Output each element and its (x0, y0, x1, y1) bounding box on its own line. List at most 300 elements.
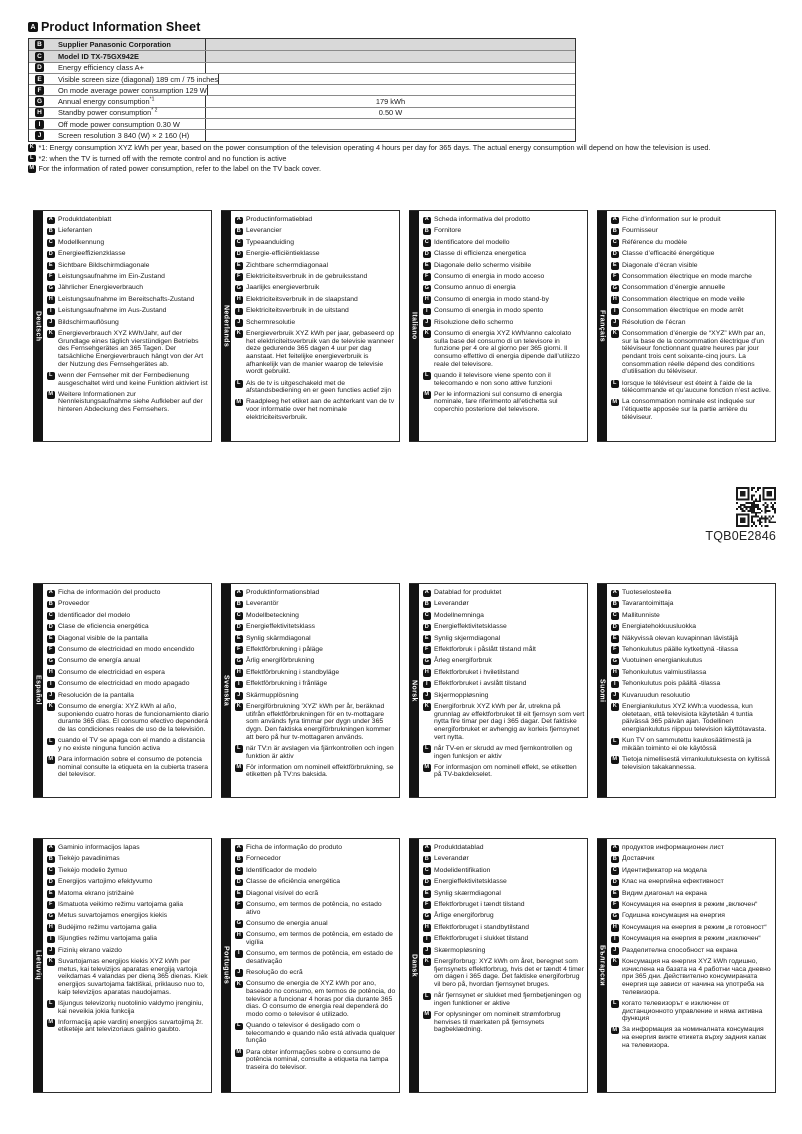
footnote-marker: *1 (149, 96, 155, 103)
lang-item (611, 296, 773, 304)
item-text: Elektriciteitsverbruik in de gebruiksstand (246, 272, 368, 280)
item-text: Consumo de energía anual (58, 657, 140, 665)
lang-sidebar (221, 839, 231, 1092)
item-letter-badge: C (424, 867, 429, 874)
table-row (29, 95, 575, 106)
item-letter-badge: D (236, 623, 241, 630)
item-text: Elektriciteitsverbruik in de slaapstand (246, 295, 358, 303)
item-letter-badge: H (236, 931, 241, 938)
item-text: Identificador del modelo (58, 611, 131, 619)
item-letter-badge: G (612, 657, 617, 664)
row-letter-badge: H (35, 108, 44, 117)
lang-item (47, 901, 209, 909)
item-letter-badge: M (48, 756, 54, 763)
item-letter-badge: F (611, 901, 619, 909)
table-label-cell (29, 130, 206, 140)
item-letter-badge: H (612, 296, 617, 303)
item-letter-badge: B (236, 855, 241, 862)
lang-name: Italiano (410, 312, 418, 340)
item-letter-badge: M (48, 1019, 54, 1026)
item-text: Produktdatenblatt (58, 216, 112, 223)
lang-sidebar (409, 839, 419, 1092)
item-letter-badge: G (424, 284, 429, 291)
item-letter-badge: M (424, 1011, 430, 1018)
item-text: Effektforbruket i avslått tilstand (434, 680, 527, 688)
lang-item (47, 612, 209, 620)
lang-item (235, 262, 397, 270)
item-text: Clase de eficiencia energética (58, 623, 149, 631)
item-text: Raadpleeg het etiket aan de achterkant van de tv voor informatie over het nominale elektriciteitsverbruik. (246, 398, 395, 421)
item-letter-badge: B (424, 600, 429, 607)
item-letter-badge: K (424, 703, 429, 710)
item-text: Консумация на енергия в режим „в готовност“ (622, 923, 767, 931)
lang-item (423, 262, 585, 270)
item-text: Resolução do ecrã (246, 968, 303, 976)
lang-item (423, 646, 585, 654)
lang-block-11 (409, 838, 588, 1093)
item-letter-badge: J (423, 947, 431, 955)
lang-block-10 (221, 838, 400, 1093)
lang-content (419, 211, 587, 441)
item-text: når fjernsynet er slukket med fjernbetjeningen og ingen funktioner er aktive (434, 992, 581, 1007)
lang-content (607, 839, 775, 1092)
item-letter-badge: M (612, 1026, 618, 1033)
item-text: Effektförbrukning i standbyläge (246, 668, 340, 676)
lang-item (235, 692, 397, 700)
item-letter-badge: L (423, 993, 431, 1001)
item-letter-badge: J (423, 319, 431, 327)
lang-content (231, 584, 399, 797)
lang-item (47, 600, 209, 608)
item-text: Consumo di energia in modo spento (434, 307, 544, 315)
lang-item (235, 657, 397, 665)
lang-item (47, 391, 209, 414)
item-letter-badge: J (423, 692, 431, 700)
lang-item (47, 273, 209, 281)
item-letter-badge: I (423, 681, 431, 689)
item-letter-badge: K (236, 980, 241, 987)
lang-item (611, 756, 773, 771)
item-letter-badge: D (424, 878, 429, 885)
item-letter-badge: D (424, 623, 429, 630)
item-text: Schermresolutie (246, 318, 296, 326)
lang-item (47, 1000, 209, 1015)
lang-name: Português (222, 946, 230, 985)
item-letter-badge: I (47, 308, 55, 316)
lang-item (235, 745, 397, 760)
lang-item (235, 1049, 397, 1072)
lang-item (47, 680, 209, 688)
item-letter-badge: L (235, 745, 243, 753)
lang-block-1 (33, 210, 212, 442)
lang-item (423, 844, 585, 852)
item-letter-badge: A (236, 844, 241, 851)
item-text: Datablad for produktet (434, 589, 502, 596)
item-text: Synlig skærmdiagonal (434, 889, 501, 897)
lang-content (419, 839, 587, 1092)
lang-item (423, 391, 585, 414)
item-letter-badge: L (611, 380, 619, 388)
lang-item (423, 216, 585, 224)
item-text: Leverandør (434, 855, 469, 863)
lang-item (423, 635, 585, 643)
lang-item (611, 924, 773, 932)
item-text: Leistungsaufnahme im Bereitschafts-Zustand (58, 295, 195, 303)
item-letter-badge: A (48, 589, 53, 596)
row-letter-badge: E (35, 75, 44, 84)
table-label-cell (29, 51, 206, 61)
lang-content (43, 584, 211, 797)
lang-item (423, 227, 585, 235)
table-label-cell (29, 63, 206, 73)
item-text: För information om nominell effektförbrukning, se etiketten på TV:ns baksida. (246, 763, 394, 779)
lang-item (611, 319, 773, 327)
item-text: Modellbeteckning (246, 611, 299, 619)
item-letter-badge: B (236, 227, 241, 234)
page-title: Product Information Sheet (41, 20, 201, 34)
item-letter-badge: E (48, 889, 53, 896)
item-letter-badge: F (611, 646, 619, 654)
item-letter-badge: H (48, 924, 53, 931)
lang-block-5 (33, 583, 212, 798)
item-text: Para obter informações sobre o consumo de potência nominal, consulte a etiqueta na tampa traseira do televisor. (246, 1048, 389, 1071)
lang-block-8 (597, 583, 776, 798)
item-text: Consumo di energia in modo acceso (434, 272, 545, 280)
item-letter-badge: C (236, 239, 241, 246)
item-letter-badge: I (611, 936, 619, 944)
item-text: Per le informazioni sul consumo di energia nominale, fare riferimento all’etichetta sul coperchio posteriore del televisore. (434, 390, 563, 414)
row-letter-badge: J (35, 131, 44, 140)
lang-sidebar (597, 839, 607, 1092)
item-letter-badge: C (612, 239, 617, 246)
lang-name: Español (34, 675, 42, 706)
item-letter-badge: E (424, 634, 429, 641)
item-text: Classe di efficienza energetica (434, 250, 527, 258)
lang-item (235, 398, 397, 421)
item-text: For informasjon om nominell effekt, se etiketten på TV-bakdekselet. (434, 763, 577, 779)
item-letter-badge: A (612, 589, 617, 596)
item-text: Разделителна способност на екрана (622, 946, 738, 954)
item-letter-badge: K (612, 958, 617, 965)
item-letter-badge: I (235, 308, 243, 316)
item-letter-badge: B (612, 855, 617, 862)
item-letter-badge: E (236, 634, 241, 641)
item-text: Modellkennung (58, 238, 105, 246)
item-text: Energieffektivitetsklass (246, 623, 316, 631)
lang-item (235, 330, 397, 376)
row-value: 0.50 W (378, 108, 403, 118)
item-text: Consumo de energia anual (246, 919, 328, 927)
item-text: Consommation électrique en mode arrêt (622, 307, 744, 315)
item-text: cuando el TV se apaga con el mando a distancia y no existe ninguna función activa (58, 737, 205, 752)
row-letter-badge: B (35, 40, 44, 49)
lang-item (235, 296, 397, 304)
lang-item (47, 844, 209, 852)
lang-item (611, 635, 773, 643)
item-letter-badge: D (236, 250, 241, 257)
item-letter-badge: E (612, 634, 617, 641)
lang-item (235, 307, 397, 315)
table-label-cell (29, 119, 206, 129)
lang-item (47, 1019, 209, 1034)
lang-item (611, 239, 773, 247)
row-letter-badge: G (36, 98, 43, 106)
item-text: Produktinformationsblad (246, 589, 320, 596)
lang-block-12 (597, 838, 776, 1093)
item-letter-badge: I (423, 936, 431, 944)
lang-item (235, 646, 397, 654)
item-letter-badge: E (612, 261, 617, 268)
item-text: Ficha de informação do produto (246, 844, 342, 851)
item-letter-badge: J (611, 947, 619, 955)
item-text: Effektforbruk i påslått tilstand målt (434, 645, 536, 653)
item-letter-badge: E (48, 634, 53, 641)
item-letter-badge: A (424, 589, 429, 596)
lang-item (423, 239, 585, 247)
item-text: när TV:n är avslagen via fjärrkontrollen och ingen funktion är aktiv (246, 744, 394, 760)
item-text: Consommation d’énergie de “XYZ” kWh par an, sur la base de la consommation électrique d’un téléviseur fonctionnant quatre heures par jour pendant trois cent soixante-cinq jours. La consommation réelle dépend des conditions d’utilisation du téléviseur. (622, 329, 766, 376)
lang-item (611, 1026, 773, 1049)
item-letter-badge: F (423, 901, 431, 909)
table-label-cell (29, 96, 206, 106)
item-text: Metus suvartojamos energijos kiekis (58, 912, 168, 920)
item-letter-badge: I (423, 308, 431, 316)
item-text: Diagonal visible de la pantalla (58, 634, 148, 642)
item-text: Årlige energiforbrug (434, 912, 494, 920)
item-text: Sichtbare Bildschirmdiagonale (58, 261, 150, 269)
item-text: Proveedor (58, 600, 90, 608)
lang-item (423, 901, 585, 909)
item-text: Mallitunniste (622, 611, 660, 619)
item-text: Консумация на енергия XYZ kWh годишно, изчислена на базата на 4 работни часа дневно при 365 дни. Действително консумираната енергия ще зависи от начина на употреба на телевизора. (622, 957, 771, 996)
row-letter-badge: D (35, 63, 44, 72)
lang-item (235, 319, 397, 327)
item-letter-badge: C (612, 867, 617, 874)
lang-item (423, 623, 585, 631)
item-letter-badge: C (424, 612, 429, 619)
lang-item (47, 703, 209, 734)
item-letter-badge: D (612, 878, 617, 885)
item-text: Consumo de electricidad en modo apagado (58, 680, 190, 688)
lang-item (235, 612, 397, 620)
lang-item (235, 623, 397, 631)
lang-sidebar (33, 211, 43, 441)
lang-item (611, 680, 773, 688)
footnote-letter-badge: K (29, 144, 34, 151)
item-text: Produktdatablad (434, 844, 484, 851)
lang-item (611, 216, 773, 224)
item-letter-badge: D (48, 250, 53, 257)
item-letter-badge: E (236, 889, 241, 896)
lang-item (235, 969, 397, 977)
lang-item (235, 867, 397, 875)
item-text: Tehonkulutus päälle kytkettynä -tilassa (622, 645, 738, 653)
item-text: Consommation électrique en mode veille (622, 295, 745, 303)
item-letter-badge: M (424, 391, 430, 398)
lang-item (235, 216, 397, 224)
lang-item (611, 589, 773, 597)
item-text: Näkyvissä olevan kuvapinnan lävistäjä (622, 634, 738, 642)
item-letter-badge: F (235, 901, 243, 909)
lang-name: Suomi (598, 678, 606, 703)
lang-item (47, 958, 209, 997)
item-text: Skjermoppløsning (434, 691, 489, 699)
lang-item (611, 890, 773, 898)
lang-item (47, 239, 209, 247)
lang-item (423, 330, 585, 369)
item-letter-badge: K (48, 958, 53, 965)
lang-sidebar (597, 584, 607, 797)
item-text: Consumo, em termos de potência, em estado de desativação (246, 949, 393, 965)
item-text: Vuotuinen energiankulutus (622, 657, 703, 665)
lang-item (47, 284, 209, 292)
item-text: Tietoja nimellisestä virrankulutuksesta on kyltissä television takakannessa. (622, 755, 770, 771)
lang-item (423, 878, 585, 886)
item-text: Diagonal visível do ecrã (246, 889, 319, 897)
item-letter-badge: H (424, 924, 429, 931)
lang-item (611, 844, 773, 852)
item-text: Energiankulutus XYZ kWh:a vuodessa, kun oletetaan, että televisiota käytetään 4 tuntia päivässä 365 päivän ajan. Todellinen energiankulutus riippuu television käyttötavasta. (622, 702, 767, 734)
lang-item (423, 855, 585, 863)
footnotes (28, 143, 776, 175)
row-label: Off mode power consumption 0.30 W (58, 119, 180, 129)
footnote-text: *1: Energy consumption XYZ kWh per year, based on the power consumption of the television operating 4 hours per day for 365 days. The actual energy consumption will depend on how the television is used. (38, 143, 711, 152)
item-text: Consumo de electricidad en modo encendido (58, 645, 195, 653)
lang-item (423, 947, 585, 955)
lang-item (47, 227, 209, 235)
lang-item (47, 947, 209, 955)
lang-name: Nederlands (222, 304, 230, 348)
item-letter-badge: H (612, 669, 617, 676)
item-text: Клас на енергийна ефективност (622, 878, 724, 886)
item-letter-badge: C (236, 867, 241, 874)
lang-item (235, 950, 397, 965)
lang-item (423, 890, 585, 898)
item-text: Als de tv is uitgeschakeld met de afstandsbediening en er geen functies actief zijn (246, 379, 392, 395)
lang-item (611, 646, 773, 654)
lang-item (47, 262, 209, 270)
lang-item (47, 878, 209, 886)
item-letter-badge: K (236, 703, 241, 710)
item-text: Jährlicher Energieverbrauch (58, 284, 144, 292)
lang-item (235, 901, 397, 916)
lang-content (43, 839, 211, 1092)
item-letter-badge: A (612, 216, 617, 223)
item-letter-badge: C (48, 612, 53, 619)
table-row (29, 129, 575, 140)
lang-item (47, 635, 209, 643)
item-text: Consumo, em termos de potência, em estado de vigília (246, 931, 393, 946)
item-letter-badge: A (424, 844, 429, 851)
item-letter-badge: J (611, 319, 619, 327)
lang-item (611, 1000, 773, 1023)
lang-item (611, 947, 773, 955)
item-text: quando il televisore viene spento con il telecomando e non sono attive funzioni (434, 371, 552, 387)
lang-item (611, 307, 773, 315)
footnote-letter-badge: M (29, 165, 35, 172)
item-letter-badge: G (612, 284, 617, 291)
item-letter-badge: J (611, 692, 619, 700)
lang-sidebar (597, 211, 607, 441)
footnote (28, 164, 776, 173)
row-value: 179 kWh (375, 97, 406, 107)
lang-item (423, 958, 585, 989)
item-letter-badge: L (423, 745, 431, 753)
row-label: Visible screen size (diagonal) 189 cm / 75 inches (58, 74, 219, 84)
item-text: Leverandør (434, 600, 469, 608)
lang-block-3 (409, 210, 588, 442)
item-text: Energieverbruik XYZ kWh per jaar, gebaseerd op het elektriciteitsverbruik van de televisie wanneer deze gedurende 365 dagen 4 uur per dag aanstaat. Het feitelijke energieverbruik is afhankelijk van de manier waarop de televisie wordt gebruikt. (246, 329, 395, 376)
lang-item (235, 878, 397, 886)
item-letter-badge: K (424, 958, 429, 965)
item-letter-badge: D (236, 878, 241, 885)
table-row (29, 50, 575, 61)
item-text: Classe d’efficacité énergétique (622, 250, 715, 258)
lang-name: Lietuvių (34, 950, 42, 981)
lang-item (423, 319, 585, 327)
lang-item (47, 657, 209, 665)
lang-item (423, 273, 585, 281)
lang-item (47, 250, 209, 258)
item-text: Consumo di energia in modo stand-by (434, 295, 549, 303)
item-letter-badge: F (47, 646, 55, 654)
item-letter-badge: E (424, 261, 429, 268)
lang-item (611, 262, 773, 270)
item-text: Energieeffizienzklasse (58, 250, 126, 258)
lang-item (47, 296, 209, 304)
item-letter-badge: B (236, 600, 241, 607)
item-letter-badge: E (424, 889, 429, 896)
item-letter-badge: H (48, 296, 53, 303)
lang-item (611, 273, 773, 281)
item-letter-badge: M (612, 756, 618, 763)
footnote (28, 143, 776, 152)
lang-item (611, 227, 773, 235)
item-text: Para información sobre el consumo de potencia nominal consulte la etiqueta en la cubierta trasera del televisor. (58, 755, 208, 779)
lang-item (235, 284, 397, 292)
item-text: Fornecedor (246, 855, 281, 863)
item-letter-badge: I (611, 681, 619, 689)
lang-content (43, 211, 211, 441)
item-letter-badge: I (235, 681, 243, 689)
lang-item (423, 589, 585, 597)
item-text: Energieffektivitetsklasse (434, 623, 507, 631)
row-label: Model ID TX-75GX942E (58, 51, 139, 61)
lang-item (423, 669, 585, 677)
item-text: Zichtbare schermdiagonaal (246, 261, 328, 269)
table-row (29, 39, 575, 50)
item-letter-badge: L (235, 380, 243, 388)
item-letter-badge: A (236, 589, 241, 596)
item-letter-badge: B (424, 227, 429, 234)
item-letter-badge: F (235, 273, 243, 281)
item-text: Lieferanten (58, 227, 93, 235)
item-letter-badge: B (48, 855, 53, 862)
lang-item (611, 398, 773, 421)
table-label-cell (29, 39, 206, 50)
item-text: Matoma ekrano įstrižainė (58, 889, 134, 897)
item-letter-badge: M (424, 764, 430, 771)
lang-item (423, 657, 585, 665)
item-text: Видим диагонал на екрана (622, 889, 707, 897)
table-row (29, 118, 575, 129)
lang-item (47, 924, 209, 932)
item-letter-badge: G (612, 912, 617, 919)
item-letter-badge: M (236, 1048, 242, 1055)
table-row (29, 84, 575, 95)
lang-item (235, 890, 397, 898)
lang-item (423, 745, 585, 760)
